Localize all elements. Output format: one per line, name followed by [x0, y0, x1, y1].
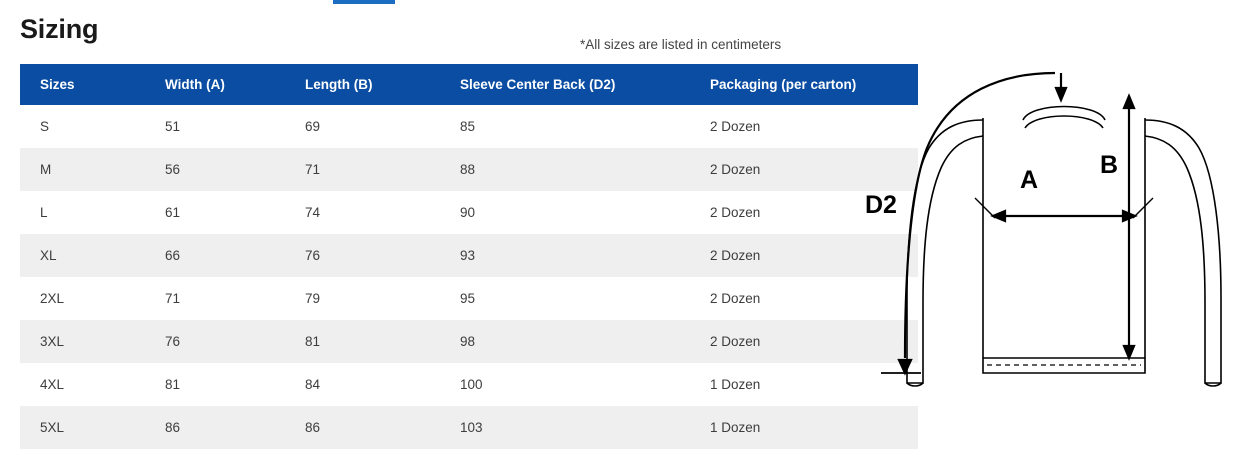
cell-size: 4XL — [20, 363, 145, 406]
column-header-packaging: Packaging (per carton) — [690, 64, 918, 105]
cell-width: 66 — [145, 234, 285, 277]
table-row — [20, 320, 918, 363]
sweatshirt-diagram-svg — [855, 28, 1225, 428]
cell-packaging: 2 Dozen — [690, 277, 918, 320]
table-row — [20, 148, 918, 191]
cell-length: 81 — [285, 320, 440, 363]
cell-length: 84 — [285, 363, 440, 406]
cell-length: 76 — [285, 234, 440, 277]
cell-sleeve: 103 — [440, 406, 690, 449]
heading-row — [20, 14, 818, 56]
label-length: B — [1100, 151, 1119, 179]
column-header-sleeve: Sleeve Center Back (D2) — [440, 64, 690, 105]
table-row — [20, 234, 918, 277]
cell-sleeve: 98 — [440, 320, 690, 363]
cell-length: 74 — [285, 191, 440, 234]
table-row — [20, 191, 918, 234]
measurement-arrows — [881, 73, 1135, 373]
cell-size: L — [20, 191, 145, 234]
cell-sleeve: 95 — [440, 277, 690, 320]
cell-size: S — [20, 105, 145, 148]
cell-sleeve: 90 — [440, 191, 690, 234]
cell-size: 5XL — [20, 406, 145, 449]
sweatshirt-outline — [907, 107, 1221, 387]
column-header-length: Length (B) — [285, 64, 440, 105]
column-header-sizes: Sizes — [20, 64, 145, 105]
cell-sleeve: 85 — [440, 105, 690, 148]
cell-width: 71 — [145, 277, 285, 320]
cell-width: 86 — [145, 406, 285, 449]
units-note: *All sizes are listed in centimeters — [580, 37, 782, 52]
cell-packaging: 2 Dozen — [690, 148, 918, 191]
cell-packaging: 2 Dozen — [690, 105, 918, 148]
table-row — [20, 406, 918, 449]
cell-packaging: 1 Dozen — [690, 406, 918, 449]
sizing-table — [20, 64, 918, 449]
table-row — [20, 105, 918, 148]
cell-size: M — [20, 148, 145, 191]
page-title: Sizing — [20, 14, 99, 44]
cell-sleeve: 88 — [440, 148, 690, 191]
cell-packaging: 2 Dozen — [690, 234, 918, 277]
cell-sleeve: 93 — [440, 234, 690, 277]
table-row — [20, 277, 918, 320]
cell-size: 3XL — [20, 320, 145, 363]
table-header — [20, 64, 918, 105]
cell-width: 61 — [145, 191, 285, 234]
cell-packaging: 1 Dozen — [690, 363, 918, 406]
cell-width: 51 — [145, 105, 285, 148]
table-row — [20, 363, 918, 406]
cell-packaging: 2 Dozen — [690, 191, 918, 234]
cell-length: 86 — [285, 406, 440, 449]
garment-measurement-diagram — [855, 28, 1225, 428]
column-header-width: Width (A) — [145, 64, 285, 105]
cell-length: 69 — [285, 105, 440, 148]
table-body — [20, 105, 918, 449]
cell-length: 79 — [285, 277, 440, 320]
top-accent-bar — [333, 0, 395, 4]
cell-length: 71 — [285, 148, 440, 191]
cell-width: 56 — [145, 148, 285, 191]
cell-sleeve: 100 — [440, 363, 690, 406]
sizing-table-panel — [20, 14, 857, 449]
cell-size: XL — [20, 234, 145, 277]
table-header-row — [20, 64, 918, 105]
cell-width: 81 — [145, 363, 285, 406]
label-width: A — [1020, 166, 1039, 194]
cell-packaging: 2 Dozen — [690, 320, 918, 363]
label-sleeve: D2 — [865, 191, 897, 219]
cell-width: 76 — [145, 320, 285, 363]
cell-size: 2XL — [20, 277, 145, 320]
